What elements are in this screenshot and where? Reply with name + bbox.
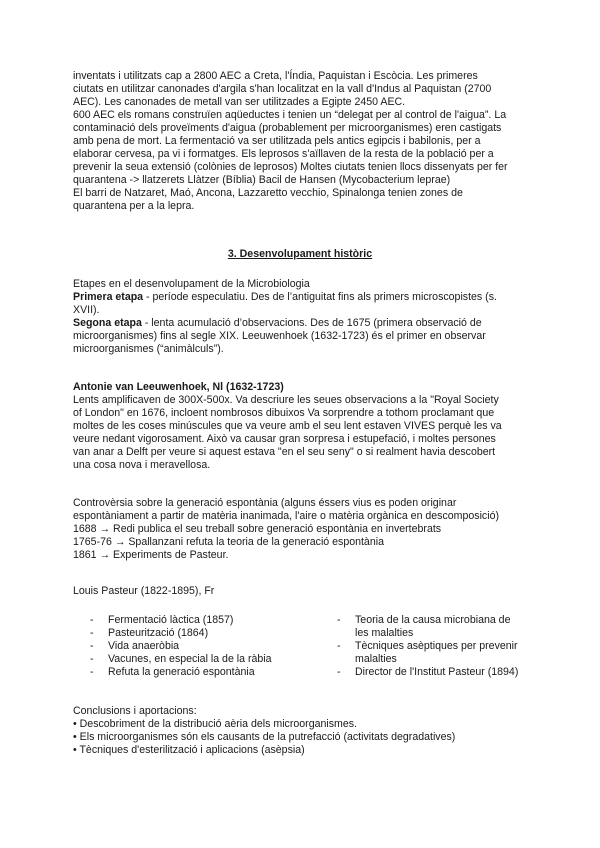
intro-line: 600 AEC els romans construïen aqüeductes i tenien un “delegat per al control de l'aigua”. La [73, 109, 507, 121]
controversy-line: 1688 → Redi publica el seu treball sobre generació espontània en invertebrats [73, 523, 442, 535]
second-stage-line: microorganismes (“animàlculs”). [73, 343, 224, 355]
intro-line: quarantena -> llatzerets Llàtzer (Bíblia) Bacil de Hansen (Mycobacterium leprae) [73, 174, 451, 186]
leeuwenhoek-section [73, 381, 528, 472]
dash-marker: - [337, 640, 341, 652]
section-title: 3. Desenvolupament històric [227, 248, 373, 260]
pasteur-heading: Louis Pasteur (1822-1895), Fr [73, 585, 215, 597]
list-item-continuation: malalties [355, 653, 397, 665]
intro-line: amb pena de mort. La fermentació va ser utilitzada pels antics egipcis i babilonis, per a [73, 135, 481, 147]
list-item: - Vacunes, en especial la de la ràbia [90, 653, 272, 665]
controversy-section [73, 497, 528, 562]
leeuwenhoek-heading: Antonie van Leeuwenhoek, Nl (1632-1723) [73, 381, 284, 393]
pasteur-list-right [337, 614, 537, 679]
intro-line: El barri de Natzaret, Maó, Ancona, Lazzaretto vecchio, Spinalonga tenien zones de [73, 187, 463, 199]
controversy-line: 1765-76 → Spallanzani refuta la teoria de la generació espontània [73, 536, 384, 548]
list-item: - Pasteurització (1864) [90, 627, 209, 639]
second-stage-label: Segona etapa [73, 317, 142, 329]
list-item-continuation: les malalties [355, 627, 414, 639]
list-item: - Fermentació làctica (1857) [90, 614, 234, 626]
conclusion-bullet: • Descobriment de la distribució aèria dels microorganismes. [73, 718, 357, 730]
intro-line: ciutats en utilitzar canonades d'argila s'han localitzat en la vall d'Indus al Paquistan (2700 [73, 83, 492, 95]
intro-line: prevenir la seua extensió (colònies de leprosos) Moltes ciutats tenien llocs dissenyats per fer [73, 161, 508, 173]
intro-paragraph [73, 70, 528, 213]
dash-marker: - [90, 627, 94, 639]
leeuwenhoek-line: veure nedant vigorosament. Això va causar gran sorpresa i estupefació, i moltes persones [73, 433, 496, 445]
leeuwenhoek-line: moltes de les coses minúscules que va veure amb el seu lent estaven VIVES perquè les va [73, 420, 502, 432]
second-stage-line: microorganismes) fins al segle XIX. Leeuwenhoek (1632-1723) és el primer en observar [73, 330, 486, 342]
stages-heading: Etapes en el desenvolupament de la Microbiologia [73, 278, 310, 290]
conclusions-section [73, 705, 528, 757]
intro-line: elaborar cervesa, pa vi i formatges. Els leprosos s'aïllaven de la resta de la població per a [73, 148, 494, 160]
conclusions-heading: Conclusions i aportacions: [73, 705, 197, 717]
second-stage-line [73, 317, 528, 330]
first-stage-label: Primera etapa [73, 291, 144, 303]
intro-line: contaminació dels proveïments d'aigua (probablement per microorganismes) eren castigats [73, 122, 502, 134]
dash-marker: - [337, 614, 341, 626]
dash-marker: - [337, 666, 341, 678]
leeuwenhoek-line: una cosa nova i meravellosa. [73, 459, 211, 471]
stages-section [73, 278, 528, 356]
intro-line: inventats i utilitzats cap a 2800 AEC a Creta, l'Índia, Paquistan i Escòcia. Les primeres [73, 70, 478, 82]
conclusion-bullet: • Els microorganismes són els causants de la putrefacció (activitats degradatives) [73, 731, 456, 743]
pasteur-list-left [90, 614, 330, 679]
first-stage-line [73, 291, 528, 304]
intro-line: AEC). Les canonades de metall van ser utilitzades a Egipte 2450 AEC. [73, 96, 406, 108]
list-item: - Vida anaeròbia [90, 640, 180, 652]
dash-marker: - [90, 614, 94, 626]
controversy-line: 1861 → Experiments de Pasteur. [73, 549, 229, 561]
intro-line: quarantena per a la lepra. [73, 200, 195, 212]
leeuwenhoek-line: of London" en 1676, incloent nombrosos dibuixos Va sorprendre a tothom proclamant que [73, 407, 495, 419]
dash-marker: - [90, 640, 94, 652]
controversy-line: Controvèrsia sobre la generació espontània (alguns éssers vius es poden originar [73, 497, 457, 509]
dash-marker: - [90, 653, 94, 665]
list-item: - Tècniques asèptiques per prevenir [337, 640, 518, 652]
dash-marker: - [90, 666, 94, 678]
list-item: - Teoria de la causa microbiana de [337, 614, 511, 626]
list-item: - Refuta la generació espontània [90, 666, 255, 678]
leeuwenhoek-line: van anar a Delft per veure si aquest estava "en el seu seny" o si realment havia descobert [73, 446, 496, 458]
pasteur-heading-block [73, 585, 528, 598]
second-stage-text: - lenta acumulació d’observacions. Des de 1675 (primera observació de [141, 317, 482, 329]
conclusion-bullet: • Tècniques d'esterilització i aplicacions (asèpsia) [73, 744, 305, 756]
controversy-line: espontàniament a partir de matèria inanimada, l'aire o matèria orgànica en descomposició) [73, 510, 500, 522]
leeuwenhoek-line: Lents amplificaven de 300X-500x. Va descriure les seues observacions a la "Royal Society [73, 394, 499, 406]
first-stage-line: XVII). [73, 304, 100, 316]
list-item: - Director de l'Institut Pasteur (1894) [337, 666, 519, 678]
first-stage-text: - període especulatiu. Des de l’antiguitat fins als primers microscopistes (s. [143, 291, 497, 303]
